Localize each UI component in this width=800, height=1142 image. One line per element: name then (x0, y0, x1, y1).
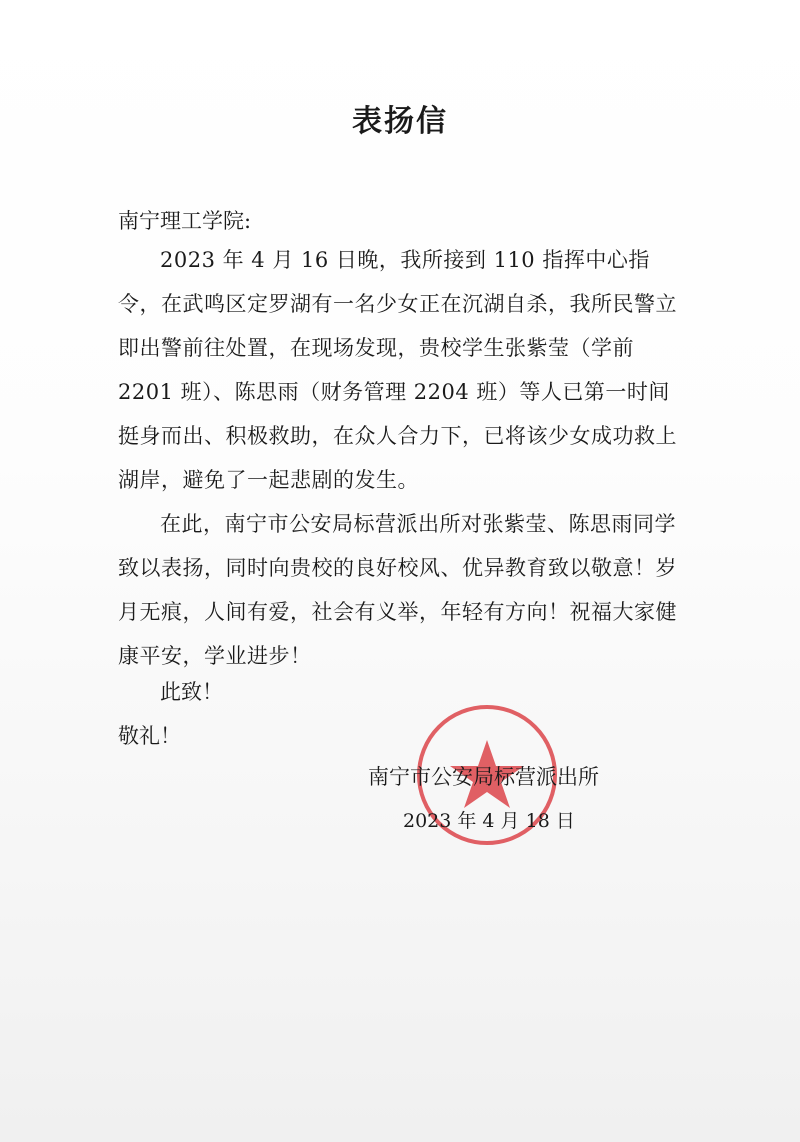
closing-line-1: 此致！ (160, 680, 223, 704)
closing-line-2: 敬礼！ (118, 724, 181, 748)
letter-title: 表扬信 (352, 104, 448, 139)
signature-date: 2023 年 4 月 18 日 (403, 810, 575, 832)
body-paragraph-1: 2023 年 4 月 16 日晚，我所接到 110 指挥中心指令，在武鸣区定罗湖有一名少女正在沉湖自杀，我所民警立即出警前往处置，在现场发现，贵校学生张紫莹（学前 2201 班）、陈思雨（财务管理 2204 班）等人已第一时间挺身而出、积极救助，在众人合力下，已将该少女成功救上湖岸，避免了一起悲剧的发生。 (118, 248, 677, 492)
salutation: 南宁理工学院: (118, 209, 252, 233)
body-paragraph-2: 在此，南宁市公安局标营派出所对张紫莹、陈思雨同学致以表扬，同时向贵校的良好校风、优异教育致以敬意！岁月无痕，人间有爱，社会有义举，年轻有方向！祝福大家健康平安，学业进步！ (118, 512, 677, 668)
signature-organization: 南宁市公安局标营派出所 (368, 765, 599, 789)
